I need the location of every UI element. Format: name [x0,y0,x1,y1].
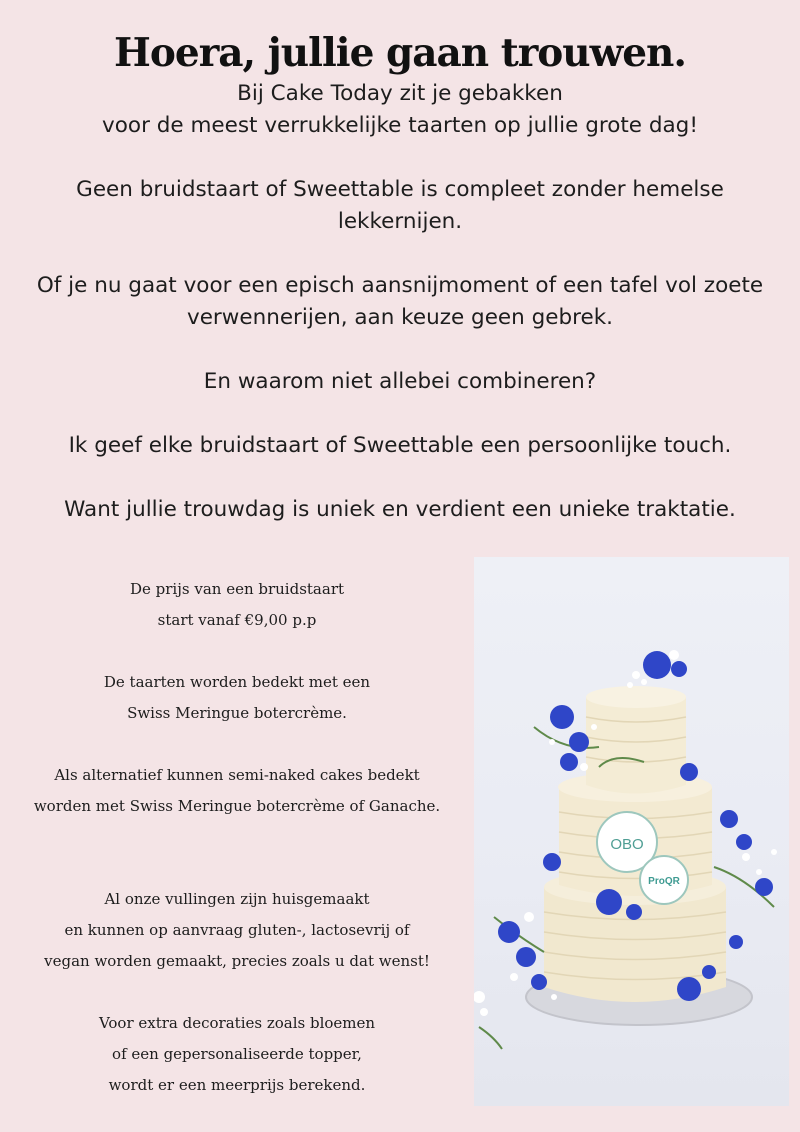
intro-line: Geen bruidstaart of Sweettable is compleet zonder hemelse [76,177,724,202]
details-line: Al onze vullingen zijn huisgemaakt [104,890,370,908]
intro-line: Want jullie trouwdag is uniek en verdient een unieke traktatie. [64,497,736,522]
price-paragraph [0,574,474,636]
intro-line: voor de meest verrukkelijke taarten op jullie grote dag! [102,113,698,138]
details-line: Swiss Meringue botercrème. [127,704,347,722]
details-line: start vanaf €9,00 p.p [157,611,317,629]
pricing-details [0,574,474,1132]
cake-top-tier-top [586,686,686,708]
details-line: De taarten worden bedekt met een [103,673,371,691]
intro-line: lekkernijen. [337,209,463,234]
intro-text [10,78,790,558]
coating-paragraph [0,667,474,729]
details-line: vegan worden gemaakt, precies zoals u dat wenst! [44,952,430,970]
details-line: Voor extra decoraties zoals bloemen [98,1014,376,1032]
intro-line: En waarom niet allebei combineren? [203,369,597,394]
intro-paragraph [10,174,790,238]
intro-line: verwennerijen, aan keuze geen gebrek. [186,305,614,330]
details-line: worden met Swiss Meringue botercrème of Ganache. [33,797,441,815]
intro-paragraph [10,78,790,142]
topper-right-label: ProQR [648,876,680,887]
topper-left-label: OBO [610,836,644,853]
details-line: De prijs van een bruidstaart [129,580,345,598]
details-line: of een gepersonaliseerde topper, [112,1045,362,1063]
intro-paragraph [10,270,790,334]
intro-line: Bij Cake Today zit je gebakken [237,81,563,106]
details-line: en kunnen op aanvraag gluten-, lactosevrij of [64,921,410,939]
details-line: Als alternatief kunnen semi-naked cakes bedekt [54,766,420,784]
fillings-paragraph [0,884,474,977]
intro-paragraph [10,366,790,398]
intro-paragraph [10,430,790,462]
wedding-cake-photo [474,557,789,1106]
cake-illustration [474,557,789,1106]
page-title: Hoera, jullie gaan trouwen. [114,30,686,77]
decorations-paragraph [0,1008,474,1101]
intro-line: Of je nu gaat voor een episch aansnijmoment of een tafel vol zoete [36,273,764,298]
intro-paragraph [10,494,790,526]
intro-line: Ik geef elke bruidstaart of Sweettable een persoonlijke touch. [68,433,732,458]
cake-top-tier [586,697,686,794]
details-line: wordt er een meerprijs berekend. [108,1076,366,1094]
alternative-paragraph [0,760,474,822]
